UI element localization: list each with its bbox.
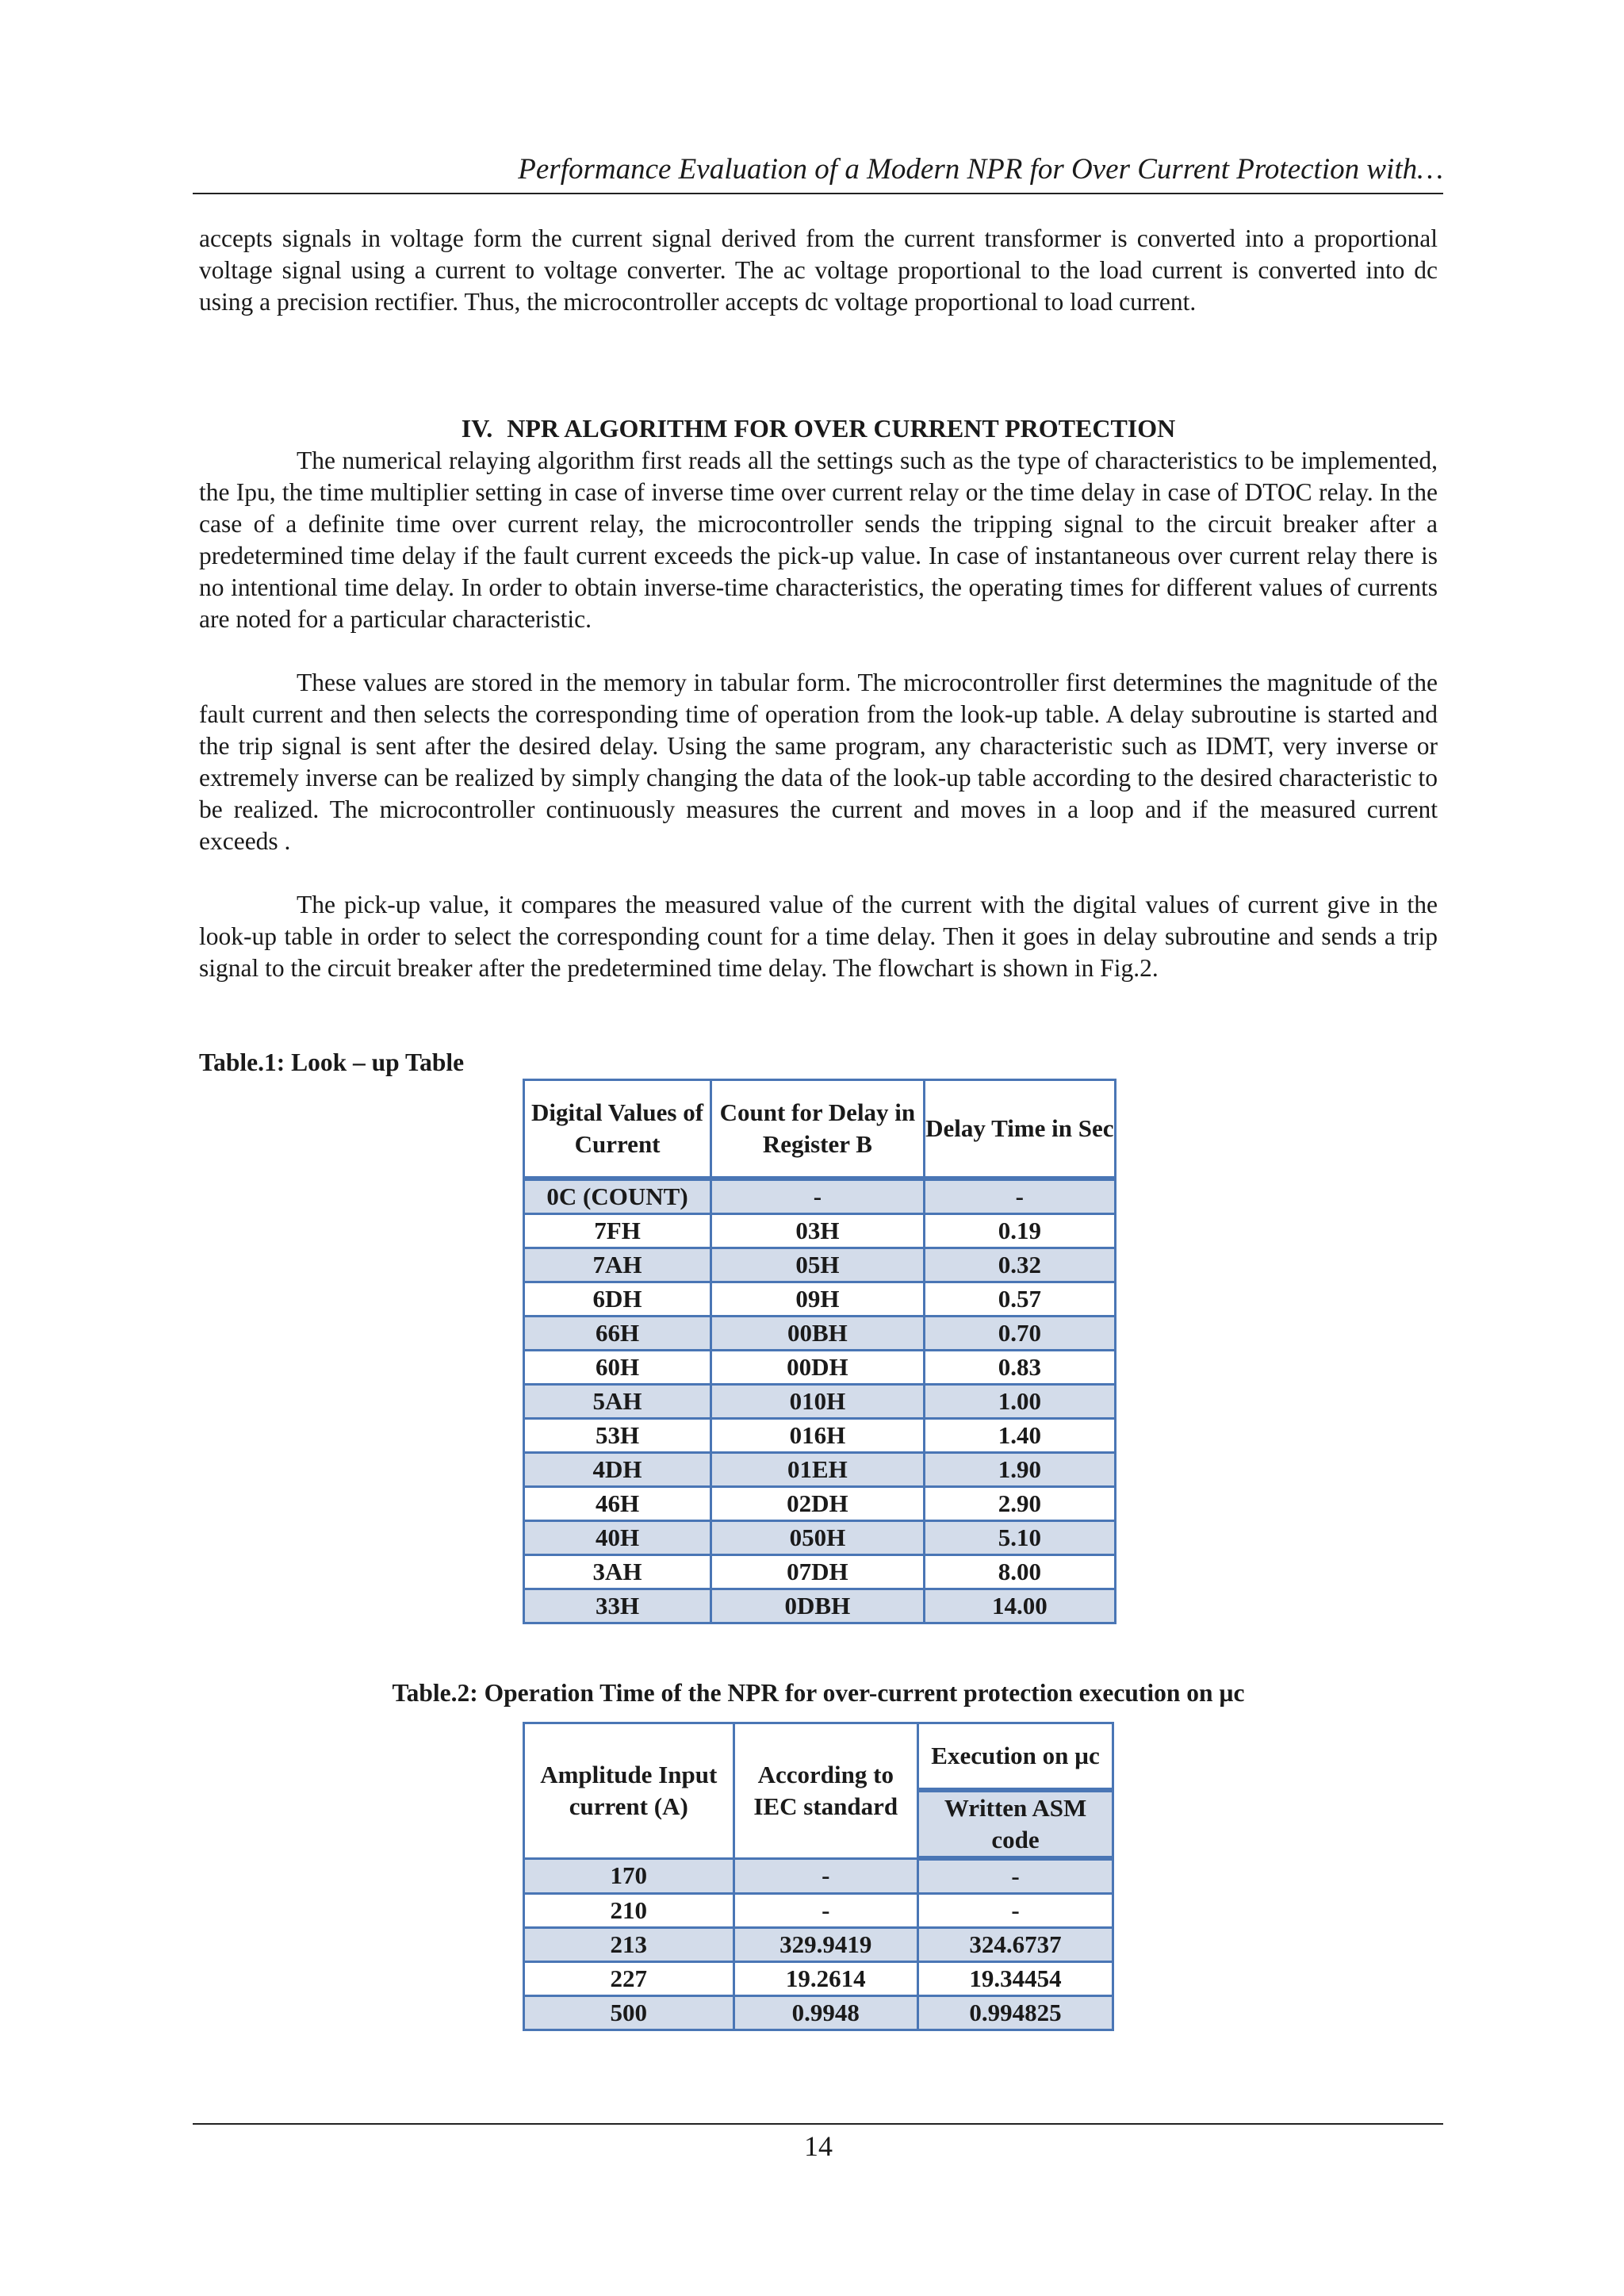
table1-row-cell: 53H xyxy=(524,1419,711,1453)
table1-row-cell: 0.70 xyxy=(924,1317,1115,1351)
paragraph-1: accepts signals in voltage form the current signal derived from the current transformer is converted into a proportional voltage signal using a current to voltage converter. The ac voltage proportional to the load current is converted into dc using a precision rectifier. Thus, the microcontroller accepts dc voltage proportional to load current. xyxy=(199,224,1438,316)
running-title: Performance Evaluation of a Modern NPR for Over Current Protection with… xyxy=(518,153,1443,186)
table1-row-cell: 09H xyxy=(711,1282,925,1317)
table1-row-cell: 0.19 xyxy=(924,1214,1115,1248)
table2-row xyxy=(524,1894,1113,1928)
table1-row-cell: 7AH xyxy=(524,1248,711,1282)
table1-row-cell: 66H xyxy=(524,1317,711,1351)
table1-row xyxy=(524,1282,1116,1317)
table1-row xyxy=(524,1419,1116,1453)
table1-row-cell: 010H xyxy=(711,1385,925,1419)
table1-row-cell: 07DH xyxy=(711,1555,925,1589)
table1-row-cell: 03H xyxy=(711,1214,925,1248)
table1-row-cell: 1.40 xyxy=(924,1419,1115,1453)
table2-row-cell: 324.6737 xyxy=(918,1928,1113,1962)
table2-row xyxy=(524,1996,1113,2030)
paragraph-4-text: The pick-up value, it compares the measured value of the current with the digital values of current give in the look-up table in order to select the corresponding count for a time delay. Then it goes in delay subroutine and sends a trip signal to the circuit breaker after the predetermined time delay. The flowchart is shown in Fig.2. xyxy=(199,891,1438,982)
table1-row xyxy=(524,1589,1116,1623)
table1-row-cell: 5.10 xyxy=(924,1521,1115,1555)
header-rule xyxy=(193,193,1443,194)
table1-row-cell: 0.57 xyxy=(924,1282,1115,1317)
page-number: 14 xyxy=(804,2130,833,2162)
table2-row-cell: 0.9948 xyxy=(733,1996,918,2030)
table1-row-cell: 5AH xyxy=(524,1385,711,1419)
table1-row-cell: 3AH xyxy=(524,1555,711,1589)
table2-row-cell: 19.2614 xyxy=(733,1962,918,1996)
table2-header-asm-code: Written ASM code xyxy=(918,1790,1113,1858)
table1-header-digital-values: Digital Values of Current xyxy=(524,1080,711,1179)
table2-row-cell: 19.34454 xyxy=(918,1962,1113,1996)
table1-row-cell: 8.00 xyxy=(924,1555,1115,1589)
section-number: IV. xyxy=(461,414,493,443)
table2-row-cell: - xyxy=(918,1894,1113,1928)
look-up-table xyxy=(523,1079,1116,1624)
section-heading xyxy=(199,412,1438,444)
table1-body xyxy=(524,1179,1116,1623)
table1-row xyxy=(524,1385,1116,1419)
table2-row-cell: 329.9419 xyxy=(733,1928,918,1962)
table1-row xyxy=(524,1555,1116,1589)
table1-row-cell: 050H xyxy=(711,1521,925,1555)
table1-row-cell: 00DH xyxy=(711,1351,925,1385)
table1-row xyxy=(524,1453,1116,1487)
table2-row xyxy=(524,1928,1113,1962)
table2-body xyxy=(524,1858,1113,2030)
table1-row-cell: 02DH xyxy=(711,1487,925,1521)
table2-header-execution: Execution on µc xyxy=(918,1723,1113,1791)
table1-row xyxy=(524,1179,1116,1214)
table2-header-amplitude: Amplitude Input current (A) xyxy=(524,1723,734,1859)
table1-row-cell: 0C (COUNT) xyxy=(524,1179,711,1214)
table1-caption: Table.1: Look – up Table xyxy=(199,1048,465,1076)
table1-row-cell: 05H xyxy=(711,1248,925,1282)
table2-caption: Table.2: Operation Time of the NPR for over-current protection execution on µc xyxy=(392,1679,1245,1707)
table1-row-cell: 2.90 xyxy=(924,1487,1115,1521)
table2-row-cell: 210 xyxy=(524,1894,734,1928)
table2-row-cell: - xyxy=(918,1858,1113,1894)
table1-row xyxy=(524,1351,1116,1385)
table1-row-cell: 14.00 xyxy=(924,1589,1115,1623)
table1-row-cell: 1.90 xyxy=(924,1453,1115,1487)
table1-row-cell: - xyxy=(924,1179,1115,1214)
table1-row xyxy=(524,1521,1116,1555)
table1-row-cell: 0DBH xyxy=(711,1589,925,1623)
operation-time-table xyxy=(523,1722,1114,2031)
table2-row xyxy=(524,1858,1113,1894)
table2-header-iec: According to IEC standard xyxy=(733,1723,918,1859)
paragraph-3-text: These values are stored in the memory in tabular form. The microcontroller first determines the magnitude of the fault current and then selects the corresponding time of operation from the look-up table. A delay subroutine is started and the trip signal is sent after the desired delay. Using the same program, any characteristic such as IDMT, very inverse or extremely inverse can be realized by simply changing the data of the look-up table according to the desired characteristic to be realized. The microcontroller continuously measures the current and moves in a loop and if the measured current exceeds . xyxy=(199,669,1438,855)
table1-row-cell: 60H xyxy=(524,1351,711,1385)
table2-row-cell: - xyxy=(733,1894,918,1928)
table1-row xyxy=(524,1317,1116,1351)
table2-row-cell: 227 xyxy=(524,1962,734,1996)
table2-row-cell: 213 xyxy=(524,1928,734,1962)
table1-row xyxy=(524,1487,1116,1521)
table2-row-cell: - xyxy=(733,1858,918,1894)
table1-row-cell: 016H xyxy=(711,1419,925,1453)
table1-row-cell: 00BH xyxy=(711,1317,925,1351)
paragraph-4 xyxy=(199,889,1438,984)
table2-row xyxy=(524,1962,1113,1996)
footer-rule xyxy=(193,2123,1443,2125)
table1-row-cell: 46H xyxy=(524,1487,711,1521)
table1-row xyxy=(524,1248,1116,1282)
table1-row-cell: 7FH xyxy=(524,1214,711,1248)
table1-header-count: Count for Delay in Register B xyxy=(711,1080,925,1179)
table1-row-cell: 0.32 xyxy=(924,1248,1115,1282)
paragraph-2 xyxy=(199,445,1438,635)
table1-row xyxy=(524,1214,1116,1248)
table1-row-cell: 01EH xyxy=(711,1453,925,1487)
section-title: NPR ALGORITHM FOR OVER CURRENT PROTECTION xyxy=(507,414,1176,443)
paragraph-2-text: The numerical relaying algorithm first reads all the settings such as the type of characteristics to be implemented, the Ipu, the time multiplier setting in case of inverse time over current relay or the time delay in case of DTOC relay. In the case of a definite time over current relay, the microcontroller sends the tripping signal to the circuit breaker after a predetermined time delay if the fault current exceeds the pick-up value. In case of instantaneous over current relay there is no intentional time delay. In order to obtain inverse-time characteristics, the operating times for different values of currents are noted for a particular characteristic. xyxy=(199,447,1438,633)
table2-row-cell: 500 xyxy=(524,1996,734,2030)
table1-row-cell: 40H xyxy=(524,1521,711,1555)
table2-row-cell: 0.994825 xyxy=(918,1996,1113,2030)
table1-row-cell: 4DH xyxy=(524,1453,711,1487)
paragraph-3 xyxy=(199,667,1438,857)
table2-row-cell: 170 xyxy=(524,1858,734,1894)
table1-row-cell: - xyxy=(711,1179,925,1214)
table1-row-cell: 33H xyxy=(524,1589,711,1623)
table1-row-cell: 6DH xyxy=(524,1282,711,1317)
table1-header-delay-time: Delay Time in Sec xyxy=(924,1080,1115,1179)
table1-row-cell: 1.00 xyxy=(924,1385,1115,1419)
table1-row-cell: 0.83 xyxy=(924,1351,1115,1385)
